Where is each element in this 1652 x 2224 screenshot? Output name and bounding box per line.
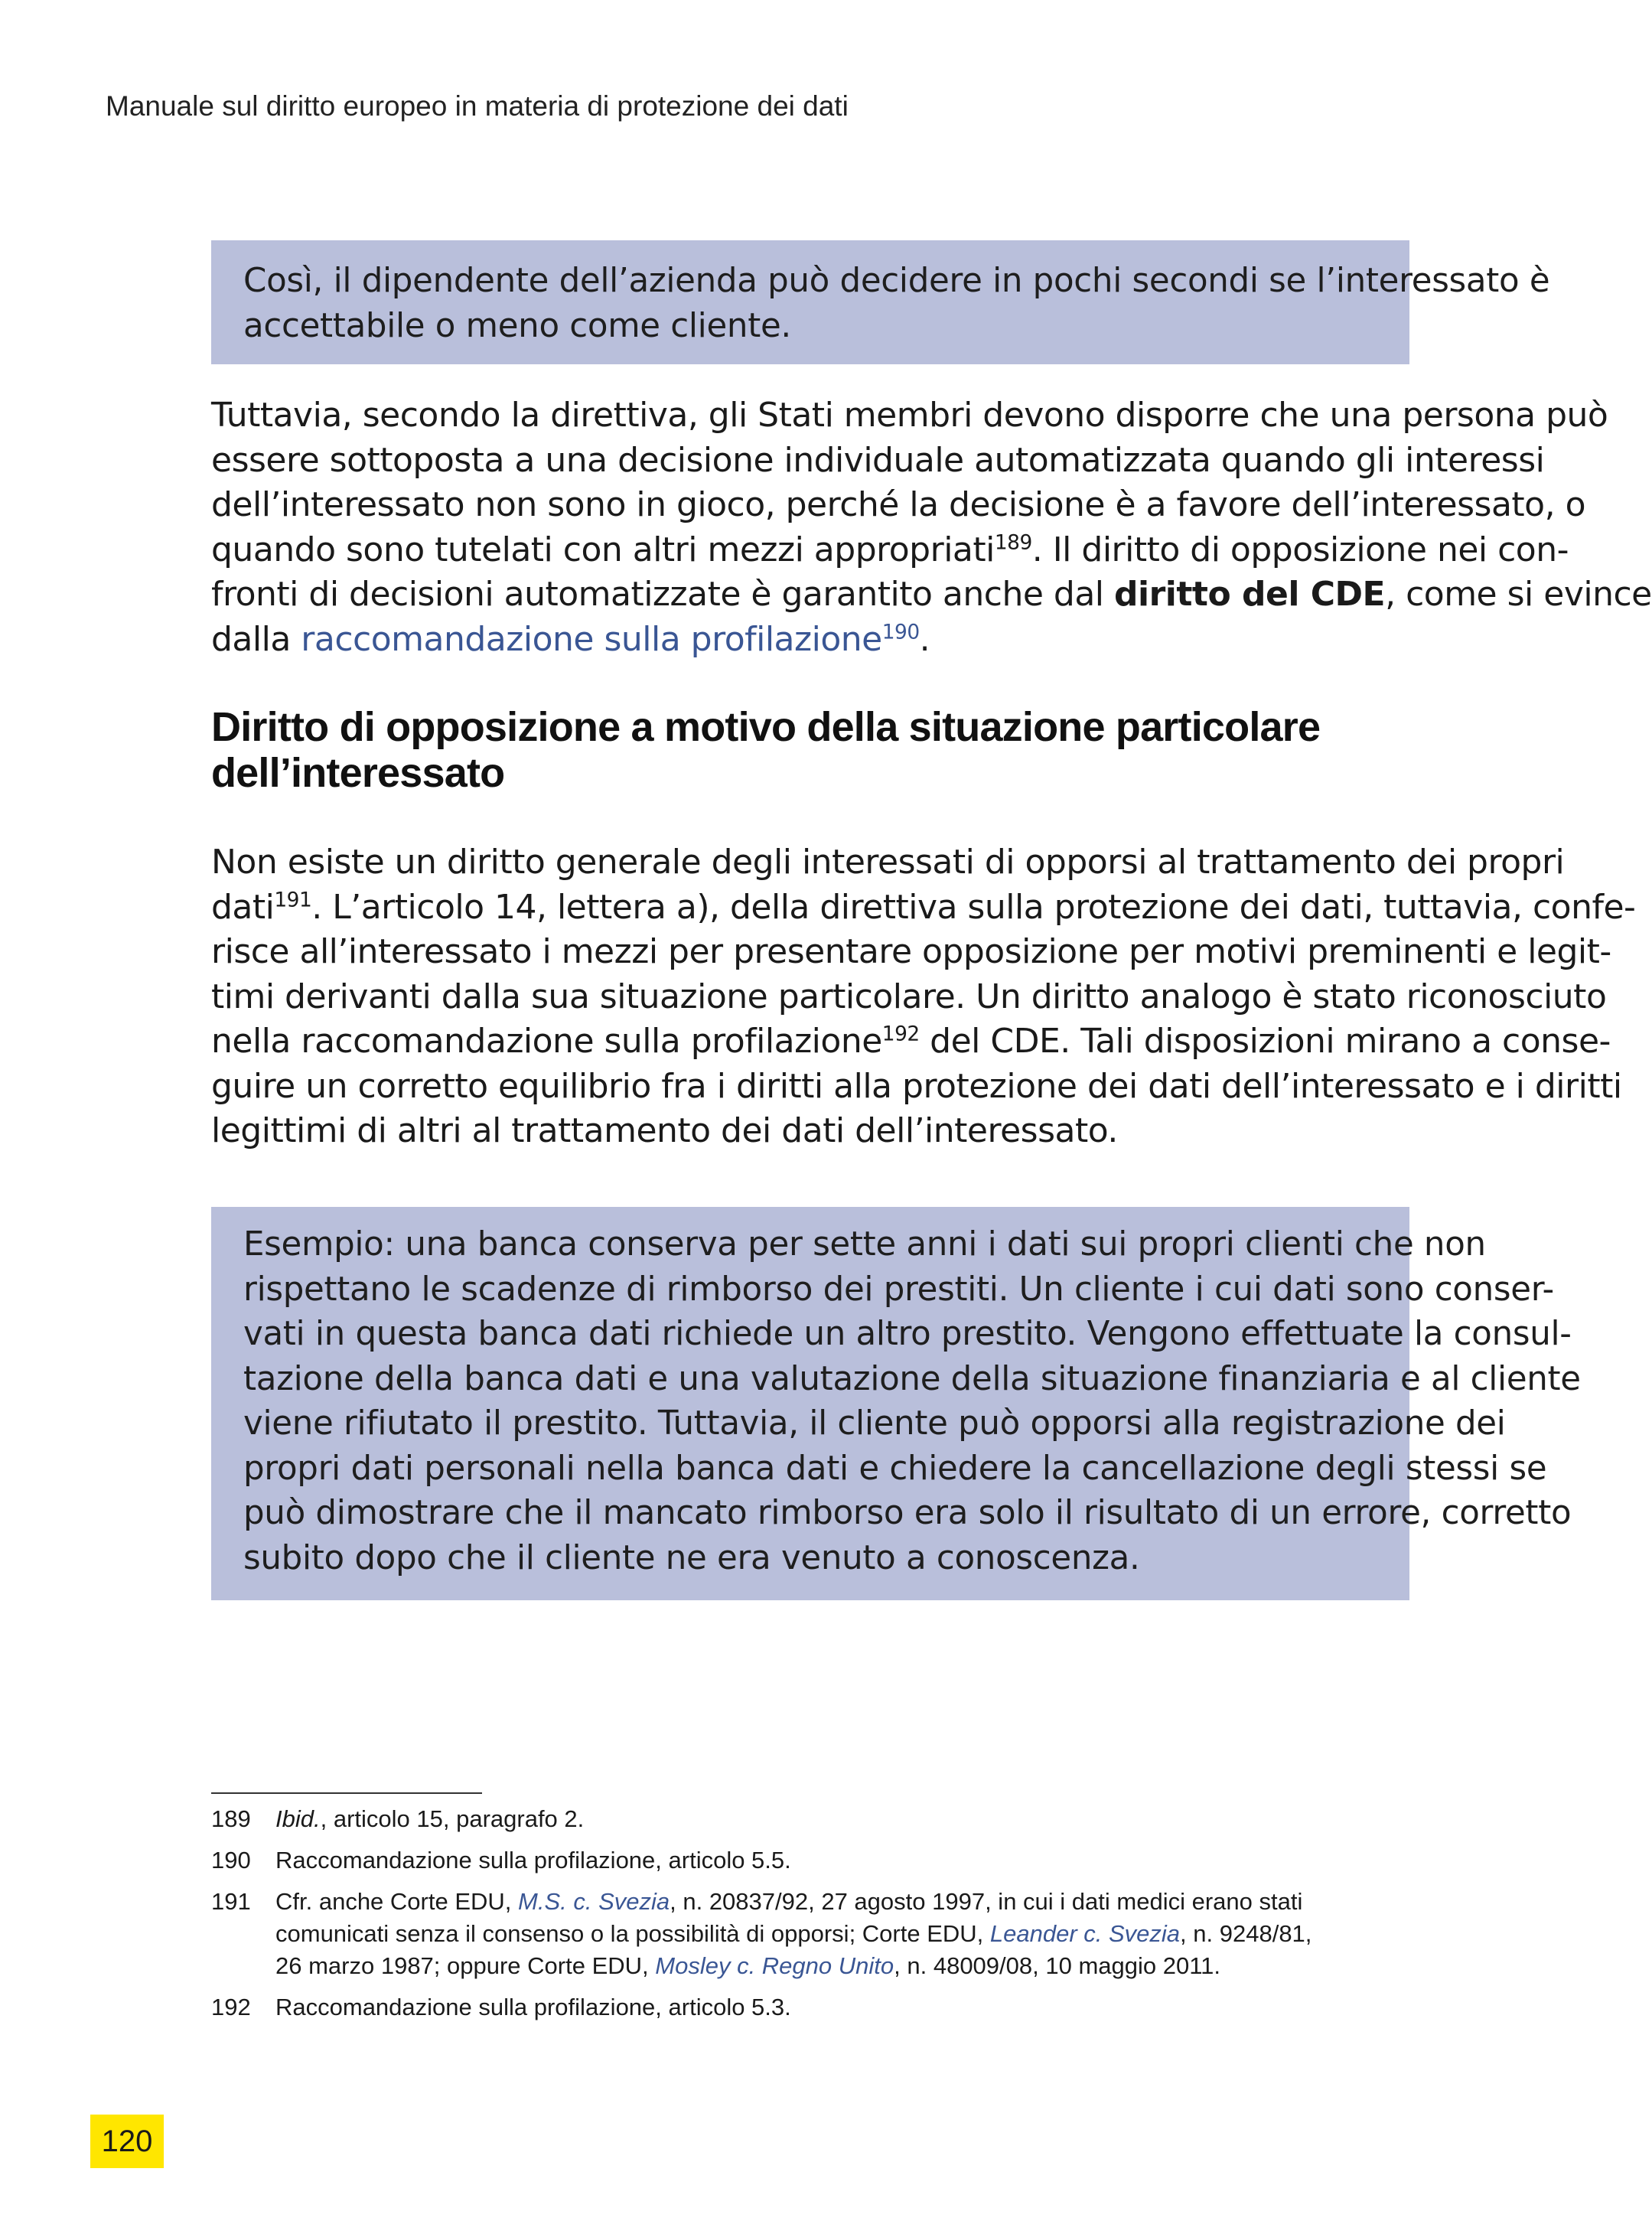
paragraph-line: risce all’interessato i mezzi per presentare opposizione per motivi preminenti e legit- <box>211 932 1611 971</box>
box-line: può dimostrare che il mancato rimborso era solo il risultato di un errore, corretto <box>243 1494 1572 1532</box>
text-run: , n. 48009/08, 10 maggio 2011. <box>894 1952 1221 1979</box>
text-run: . L’articolo 14, lettera a), della direttiva sulla protezione dei dati, tuttavia, confe- <box>311 887 1636 927</box>
text-run: del CDE. Tali disposizioni mirano a conse- <box>919 1022 1611 1061</box>
footnote-text <box>275 1803 1409 1835</box>
text-run: dati <box>211 887 275 927</box>
example-box <box>211 1207 1581 1600</box>
text-run: quando sono tutelati con altri mezzi appropriati <box>211 530 995 569</box>
box-line: tazione della banca dati e una valutazione della situazione finanziaria e al cliente <box>243 1359 1581 1398</box>
body-paragraph-2 <box>211 840 1636 1154</box>
paragraph-line: Non esiste un diritto generale degli interessati di opporsi al trattamento dei propri <box>211 843 1565 882</box>
paragraph-line: guire un corretto equilibrio fra i diritti alla protezione dei dati dell’interessato e i diritti <box>211 1066 1622 1106</box>
text-run: . Il diritto di opposizione nei con- <box>1031 530 1569 569</box>
text-run: , come si evince <box>1385 575 1652 614</box>
box-line: rispettano le scadenze di rimborso dei prestiti. Un cliente i cui dati sono conser- <box>243 1270 1554 1309</box>
text-run: fronti di decisioni automatizzate è garantito anche dal <box>211 575 1115 614</box>
footnote-190 <box>211 1844 1409 1877</box>
footnote-number: 189 <box>211 1805 251 1832</box>
footnote-line <box>275 1886 1409 1918</box>
text-run: 26 marzo 1987; oppure Corte EDU, <box>275 1952 656 1979</box>
footnote-ref-189[interactable]: 189 <box>994 530 1032 554</box>
page-number: 120 <box>90 2115 164 2168</box>
case-link-mosley-regno-unito[interactable]: Mosley c. Regno Unito <box>655 1952 894 1979</box>
paragraph-line <box>211 885 1636 931</box>
paragraph-line: timi derivanti dalla sua situazione particolare. Un diritto analogo è stato riconosciuto <box>211 977 1607 1016</box>
paragraph-line: essere sottoposta a una decisione individuale automatizzata quando gli interessi <box>211 440 1545 480</box>
text-run: comunicati senza il consenso o la possibilità di opporsi; Corte EDU, <box>275 1920 990 1947</box>
footnote-ref-192[interactable]: 192 <box>881 1022 920 1046</box>
box-line: subito dopo che il cliente ne era venuto a conoscenza. <box>243 1538 1140 1577</box>
text-run: Cfr. anche Corte EDU, <box>275 1888 519 1915</box>
footnote-191 <box>211 1886 1409 1982</box>
footnote-text <box>275 1886 1409 1982</box>
text-run: , n. 9248/81, <box>1180 1920 1312 1947</box>
box-line: vati in questa banca dati richiede un altro prestito. Vengono effettuate la consul- <box>243 1315 1572 1353</box>
footnote-text: Raccomandazione sulla profilazione, articolo 5.5. <box>275 1847 791 1873</box>
paragraph-line <box>211 1019 1611 1065</box>
example-box-intro <box>211 240 1550 364</box>
text-run: , n. 20837/92, 27 agosto 1997, in cui i dati medici erano stati <box>670 1888 1303 1915</box>
footnote-ref-191[interactable]: 191 <box>274 887 312 911</box>
heading-line: dell’interessato <box>211 750 505 796</box>
footnote-line <box>275 1918 1409 1950</box>
heading-line: Diritto di opposizione a motivo della situazione particolare <box>211 704 1321 750</box>
box-line: accettabile o meno come cliente. <box>243 306 791 345</box>
footnote-ref-190[interactable]: 190 <box>881 619 920 644</box>
footnote-line <box>275 1950 1409 1982</box>
paragraph-line: legittimi di altri al trattamento dei dati dell’interessato. <box>211 1111 1118 1150</box>
footnotes <box>211 1803 1409 2033</box>
box-line: viene rifiutato il prestito. Tuttavia, il cliente può opporsi alla registrazione dei <box>243 1404 1506 1443</box>
text-run: nella raccomandazione sulla profilazione <box>211 1022 882 1061</box>
case-link-ms-svezia[interactable]: M.S. c. Svezia <box>518 1888 670 1915</box>
body-paragraph-1 <box>211 393 1652 662</box>
paragraph-line <box>211 572 1652 618</box>
footnote-divider <box>211 1792 482 1794</box>
bold-term: diritto del CDE <box>1114 575 1386 614</box>
paragraph-line <box>211 618 1409 663</box>
running-head: Manuale sul diritto europeo in materia di protezione dei dati <box>106 90 849 122</box>
footnote-italic: Ibid. <box>275 1805 321 1832</box>
paragraph-line: dell’interessato non sono in gioco, perché la decisione è a favore dell’interessato, o <box>211 485 1585 524</box>
section-heading <box>211 704 1409 796</box>
footnote-number: 190 <box>211 1847 251 1873</box>
box-line: Esempio: una banca conserva per sette anni i dati sui propri clienti che non <box>243 1225 1486 1264</box>
text-run: , articolo 15, paragrafo 2. <box>320 1805 585 1832</box>
footnote-number: 192 <box>211 1994 251 2020</box>
profiling-recommendation-link[interactable]: raccomandazione sulla profilazione <box>301 619 882 659</box>
text-run: dalla <box>211 619 301 659</box>
paragraph-line: Tuttavia, secondo la direttiva, gli Stati membri devono disporre che una persona può <box>211 396 1608 435</box>
paragraph-line <box>211 528 1569 573</box>
footnote-189 <box>211 1803 1409 1835</box>
footnote-number: 191 <box>211 1888 251 1915</box>
box-line: Così, il dipendente dell’azienda può decidere in pochi secondi se l’interessato è <box>243 262 1550 300</box>
text-run: . <box>919 619 930 659</box>
box-line: propri dati personali nella banca dati e chiedere la cancellazione degli stessi se <box>243 1449 1547 1488</box>
footnote-text: Raccomandazione sulla profilazione, articolo 5.3. <box>275 1994 791 2020</box>
case-link-leander-svezia[interactable]: Leander c. Svezia <box>989 1920 1181 1947</box>
footnote-192 <box>211 1991 1409 2023</box>
